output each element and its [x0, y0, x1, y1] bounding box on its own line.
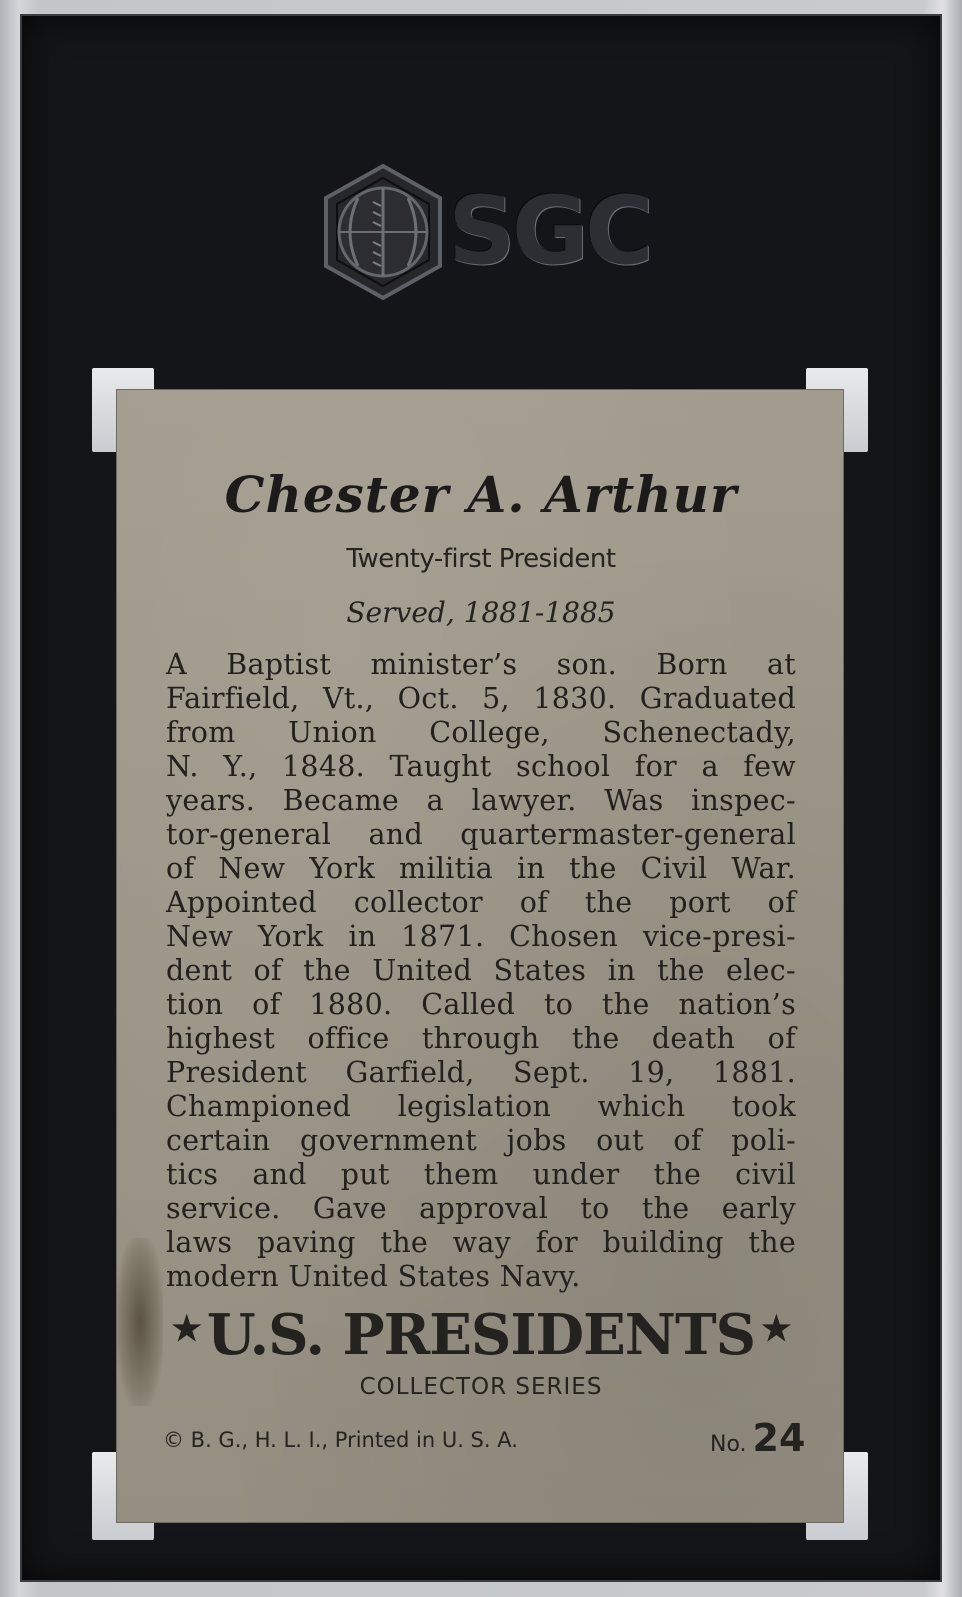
- card-number: [710, 1416, 806, 1460]
- bio-line: dent of the United States in the elec-: [166, 954, 796, 987]
- biography-text: [166, 648, 796, 1294]
- bio-line: Fairfield, Vt., Oct. 5, 1830. Graduated: [166, 682, 796, 715]
- bio-line: laws paving the way for building the: [166, 1226, 796, 1259]
- term-served: Served, 1881-1885: [346, 596, 616, 629]
- bio-line: from Union College, Schenectady,: [166, 716, 796, 749]
- card-number-label: No.: [710, 1432, 747, 1457]
- bio-line: modern United States Navy.: [166, 1260, 581, 1293]
- bio-line: A Baptist minister’s son. Born at: [166, 648, 796, 681]
- bio-line: years. Became a lawyer. Was inspec-: [166, 784, 796, 817]
- bio-line: of New York militia in the Civil War.: [166, 852, 796, 885]
- bio-line: tion of 1880. Called to the nation’s: [166, 988, 796, 1021]
- bio-line: tics and put them under the civil: [166, 1158, 796, 1191]
- copyright-line: © B. G., H. L. I., Printed in U. S. A.: [163, 1428, 518, 1452]
- bio-line: tor-general and quartermaster-general: [166, 818, 796, 851]
- bio-line: New York in 1871. Chosen vice-presi-: [166, 920, 796, 953]
- bio-line: highest office through the death of: [166, 1022, 796, 1055]
- sgc-emblem-icon: [318, 162, 448, 302]
- president-ordinal: Twenty-first President: [346, 544, 616, 574]
- sgc-logo-text: SGC: [448, 177, 650, 286]
- card-number-value: 24: [752, 1416, 806, 1460]
- series-title: [0, 1302, 962, 1368]
- series-subtitle: COLLECTOR SERIES: [359, 1374, 603, 1400]
- bio-line: service. Gave approval to the early: [166, 1192, 796, 1225]
- star-icon: ★: [761, 1309, 791, 1349]
- series-title-text: U.S. PRESIDENTS: [206, 1302, 756, 1368]
- bio-line: President Garfield, Sept. 19, 1881.: [166, 1056, 796, 1089]
- sgc-logo: [318, 162, 658, 302]
- bio-line: certain government jobs out of poli-: [166, 1124, 796, 1157]
- star-icon: ★: [171, 1309, 201, 1349]
- bio-line: Championed legislation which took: [166, 1090, 796, 1123]
- bio-line: Appointed collector of the port of: [166, 886, 796, 919]
- president-name: Chester A. Arthur: [224, 465, 738, 524]
- bio-line: N. Y., 1848. Taught school for a few: [166, 750, 796, 783]
